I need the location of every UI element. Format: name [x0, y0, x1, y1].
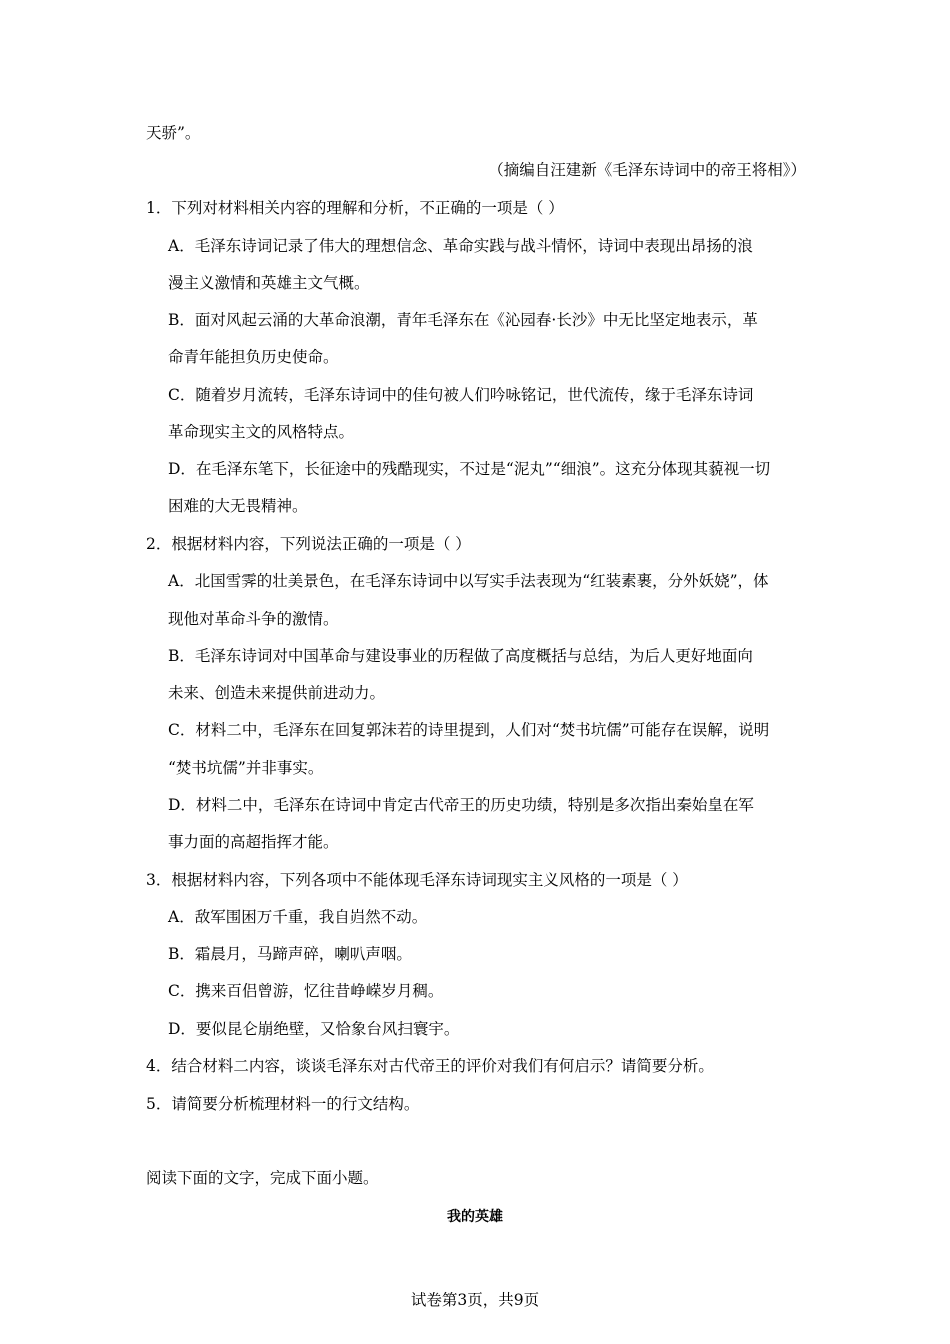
- question-2-stem: 2．根据材料内容，下列说法正确的一项是（ ）: [146, 535, 471, 553]
- question-3-stem: 3．根据材料内容，下列各项中不能体现毛泽东诗词现实主义风格的一项是（ ）: [146, 871, 688, 889]
- q3-option-a: A．敌军围困万千重，我自岿然不动。: [168, 908, 428, 926]
- q2-option-c: C．材料二中，毛泽东在回复郭沫若的诗里提到，人们对“焚书坑儒”可能存在误解，说明: [168, 721, 770, 739]
- reading-instruction: 阅读下面的文字，完成下面小题。: [146, 1169, 379, 1187]
- question-5-stem: 5．请简要分析梳理材料一的行文结构。: [146, 1095, 420, 1113]
- q1-option-a: A．毛泽东诗词记录了伟大的理想信念、革命实践与战斗情怀，诗词中表现出昂扬的浪: [168, 237, 753, 255]
- source-citation: （摘编自汪建新《毛泽东诗词中的帝王将相》）: [488, 161, 806, 179]
- q1-option-c: C．随着岁月流转，毛泽东诗词中的佳句被人们吟咏铭记，世代流传，缘于毛泽东诗词: [168, 386, 754, 404]
- q2-option-d-cont: 事力面的高超指挥才能。: [168, 833, 339, 851]
- q2-option-c-cont: “焚书坑儒”并非事实。: [168, 759, 324, 777]
- q1-option-a-cont: 漫主义激情和英雄主文气概。: [168, 274, 370, 292]
- q1-option-d-cont: 困难的大无畏精神。: [168, 497, 308, 515]
- q2-option-b: B．毛泽东诗词对中国革命与建设事业的历程做了高度概括与总结，为后人更好地面向: [168, 647, 753, 665]
- passage-title: 我的英雄: [447, 1209, 503, 1225]
- q1-option-c-cont: 革命现实主文的风格特点。: [168, 423, 355, 441]
- q1-option-b-cont: 命青年能担负历史使命。: [168, 348, 339, 366]
- q2-option-a-cont: 现他对革命斗争的激情。: [168, 610, 339, 628]
- q1-option-d: D．在毛泽东笔下，长征途中的残酷现实，不过是“泥丸”“细浪”。这充分体现其藐视一切: [168, 460, 771, 478]
- q3-option-b: B．霜晨月，马蹄声碎，喇叭声咽。: [168, 945, 412, 963]
- q2-option-a: A．北国雪霁的壮美景色，在毛泽东诗词中以写实手法表现为“红装素裹，分外妖娆”，体: [168, 572, 769, 590]
- q3-option-d: D．要似昆仑崩绝壁，又恰象台风扫寰宇。: [168, 1020, 460, 1038]
- question-4-stem: 4．结合材料二内容，谈谈毛泽东对古代帝王的评价对我们有何启示？请简要分析。: [146, 1057, 714, 1075]
- page-footer: 试卷第3页，共9页: [410, 1291, 540, 1309]
- q3-option-c: C．携来百侣曾游，忆往昔峥嵘岁月稠。: [168, 982, 444, 1000]
- q2-option-b-cont: 未来、创造未来提供前进动力。: [168, 684, 386, 702]
- question-1-stem: 1．下列对材料相关内容的理解和分析，不正确的一项是（ ）: [146, 199, 564, 217]
- q2-option-d: D．材料二中，毛泽东在诗词中肯定古代帝王的历史功绩，特别是多次指出秦始皇在军: [168, 796, 754, 814]
- q1-option-b: B．面对风起云涌的大革命浪潮，青年毛泽东在《沁园春·长沙》中无比坚定地表示，革: [168, 311, 758, 329]
- continued-text: 天骄”。: [146, 124, 201, 142]
